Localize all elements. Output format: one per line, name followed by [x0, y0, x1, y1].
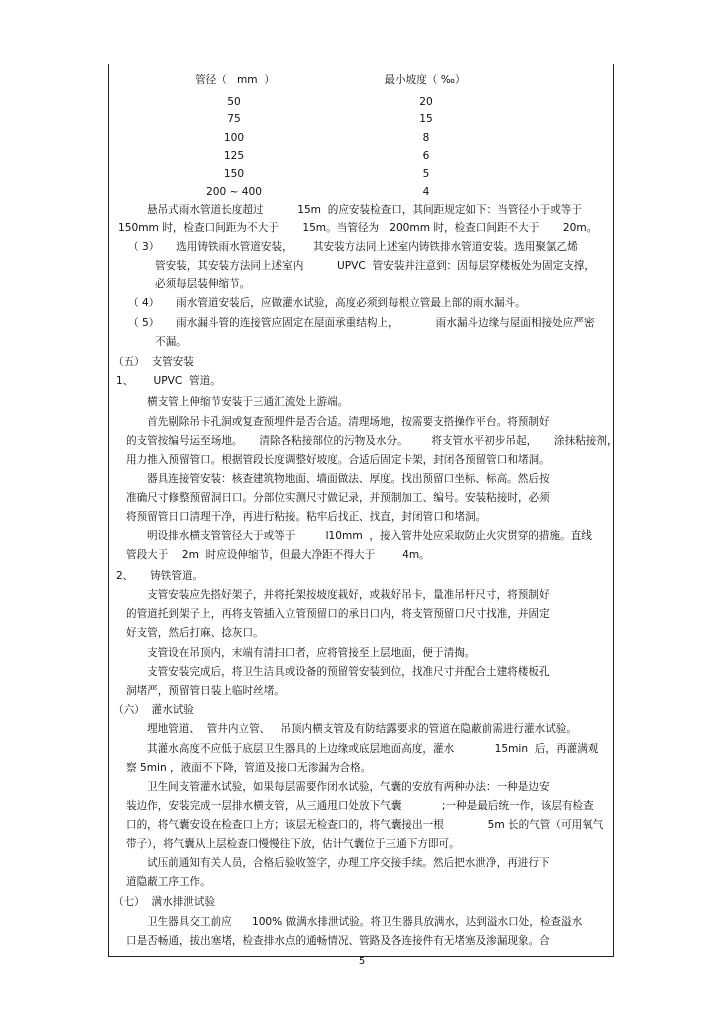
table-cell-slope: 15 [419, 113, 433, 125]
text-line: 试压前通知有关人员，合格后验收签字，办理工序交接手续。然后把水泄净，再进行下 [147, 857, 550, 869]
page-number: 5 [358, 956, 366, 967]
text-line: 必须每层装伸缩节。 [155, 278, 251, 290]
text-line: 卫生间支管灌水试验，如果每层需要作闭水试验，气囊的安放有两种办法：一种是边安 [147, 781, 550, 793]
text-line: 装边作，安装完成一层排水横支管，从三通甩口处放下气囊 ;一种是最后统一作，该层有检查 [126, 800, 594, 812]
text-line: 道隐蔽工序工作。 [126, 876, 211, 888]
text-line: 管段大于 2m 时应设伸缩节，但最大净距不得大于 4m。 [126, 549, 430, 561]
text-line: 管安装，其安装方法同上述室内 UPVC 管安装并注意到：因每层穿楼板处为固定支撑， [155, 260, 595, 272]
section-heading: （五） 支管安装 [113, 356, 194, 368]
table-cell-slope: 8 [422, 132, 430, 144]
text-line: 将预留管日口清理干净，再进行粘接。粘牢后找正、找直，封闭管口和堵洞。 [126, 511, 487, 523]
text-line: 的支管按编号运至场地。 清除各粘接部位的污物及水分。 将支管水平初步吊起， 涂抹粘接剂， [126, 435, 618, 447]
text-line: 首先剔除吊卡孔洞或复查预埋件是否合适。清理场地，按需要支搭操作平台。将预制好 [147, 416, 550, 428]
table-cell-slope: 5 [422, 168, 430, 180]
text-line: 的管道托到架子上，再将支管插入立管预留口的承日口内，将支管预留口尺寸找准，并固定 [126, 608, 550, 620]
text-line: 埋地管道、 管井内立管、 吊顶内横支管及有防结露要求的管道在隐蔽前需进行灌水试验。 [147, 723, 577, 735]
table-cell-diameter: 75 [227, 113, 241, 125]
text-line: 支管设在吊顶内，末端有清扫口者，应将管接至上层地面，便于清掏。 [147, 647, 476, 659]
subsection-heading: 1、 UPVC 管道。 [116, 375, 221, 387]
text-line: 悬吊式雨水管道长度超过 15m 的应安装检查口，其间距规定如下：当管径小于或等于 [147, 204, 582, 216]
table-cell-diameter: 100 [223, 132, 245, 144]
text-line: 洞堵严，预留管日装上临时丝堵。 [126, 685, 285, 697]
text-line: 支管安装应先搭好架子，并将托架按坡度栽好，或栽好吊卡，量准吊杆尺寸，将预制好 [147, 589, 550, 601]
text-line: 明设排水横支管管径大于或等于 l10mm ，接入管井处应采取防止火灾贯穿的措施。直线 [147, 530, 592, 542]
text-line: 不漏。 [155, 336, 187, 348]
table-cell-diameter: 150 [223, 168, 245, 180]
text-line: 其灌水高度不应低于底层卫生器具的上边缘或底层地面高度，灌水 15min 后，再灌满观 [147, 743, 599, 755]
text-line: 准确尺寸修整预留洞日口。分部位实测尺寸做记录，并预制加工、编号。安装粘接时，必须 [126, 492, 550, 504]
text-line: 带子），将气囊从上层检查口慢慢往下放，估计气囊位于三通下方即可。 [126, 838, 460, 850]
text-line: 口是否畅通，拔出塞堵，检查排水点的通畅情况、管路及各连接件有无堵塞及渗漏现象。合 [126, 935, 550, 947]
table-cell-diameter: 125 [223, 150, 245, 162]
table-cell-slope: 6 [422, 150, 430, 162]
text-line: 好支管，然后打麻、捻灰口。 [126, 627, 264, 639]
text-line: （ 4） 雨水管道安装后，应做灌水试验，高度必须到每根立管最上部的雨水漏斗。 [128, 297, 526, 309]
text-line: （ 3） 选用铸铁雨水管道安装， 其安装方法同上述室内铸铁排水管道安装。选用聚氯乙烯 [128, 241, 578, 253]
table-cell-slope: 4 [422, 186, 430, 198]
table-cell-diameter: 50 [227, 96, 241, 108]
table-header-diameter: 管径（ mm ） [195, 74, 275, 86]
text-line: 口的，将气囊安设在检查口上方；该层无检查口的，将气囊接出一根 5m 长的气管（可用氧气 [126, 819, 604, 831]
table-header-slope: 最小坡度（ ‰） [384, 74, 466, 86]
text-line: 察 5min ，液面不下降，管道及接口无渗漏为合格。 [126, 762, 372, 774]
text-line: 器具连接管安装：核查建筑物地面、墙面做法、厚度。找出预留口坐标、标高。然后按 [147, 473, 550, 485]
subsection-heading: 2、 铸铁管道。 [116, 570, 204, 582]
text-line: 150mm 时，检查口间距为不大于 15m。当管径为 200mm 时，检查口间距不大于 20m。 [118, 222, 598, 234]
section-heading: （七） 满水排泄试验 [113, 896, 216, 908]
table-cell-diameter: 200 ~ 400 [205, 186, 263, 198]
text-line: （ 5） 雨水漏斗管的连接管应固定在屋面承重结构上， 雨水漏斗边缘与屋面相接处应严密 [128, 317, 595, 329]
text-line: 用力推入预留管口。根据管段长度调整好坡度。合适后固定卡架，封闭各预留管口和堵洞。 [126, 454, 550, 466]
table-cell-slope: 20 [419, 96, 433, 108]
section-heading: （六） 灌水试验 [113, 704, 194, 716]
text-line: 卫生器具交工前应 100% 做满水排泄试验。将卫生器具放满水，达到溢水口处，检查溢水 [147, 916, 583, 928]
text-line: 支管安装完成后，将卫生洁具或设备的预留管安装到位，找准尺寸并配合土建将楼板孔 [147, 666, 550, 678]
text-line: 横支管上伸缩节安装于三通汇流处上游端。 [147, 396, 349, 408]
